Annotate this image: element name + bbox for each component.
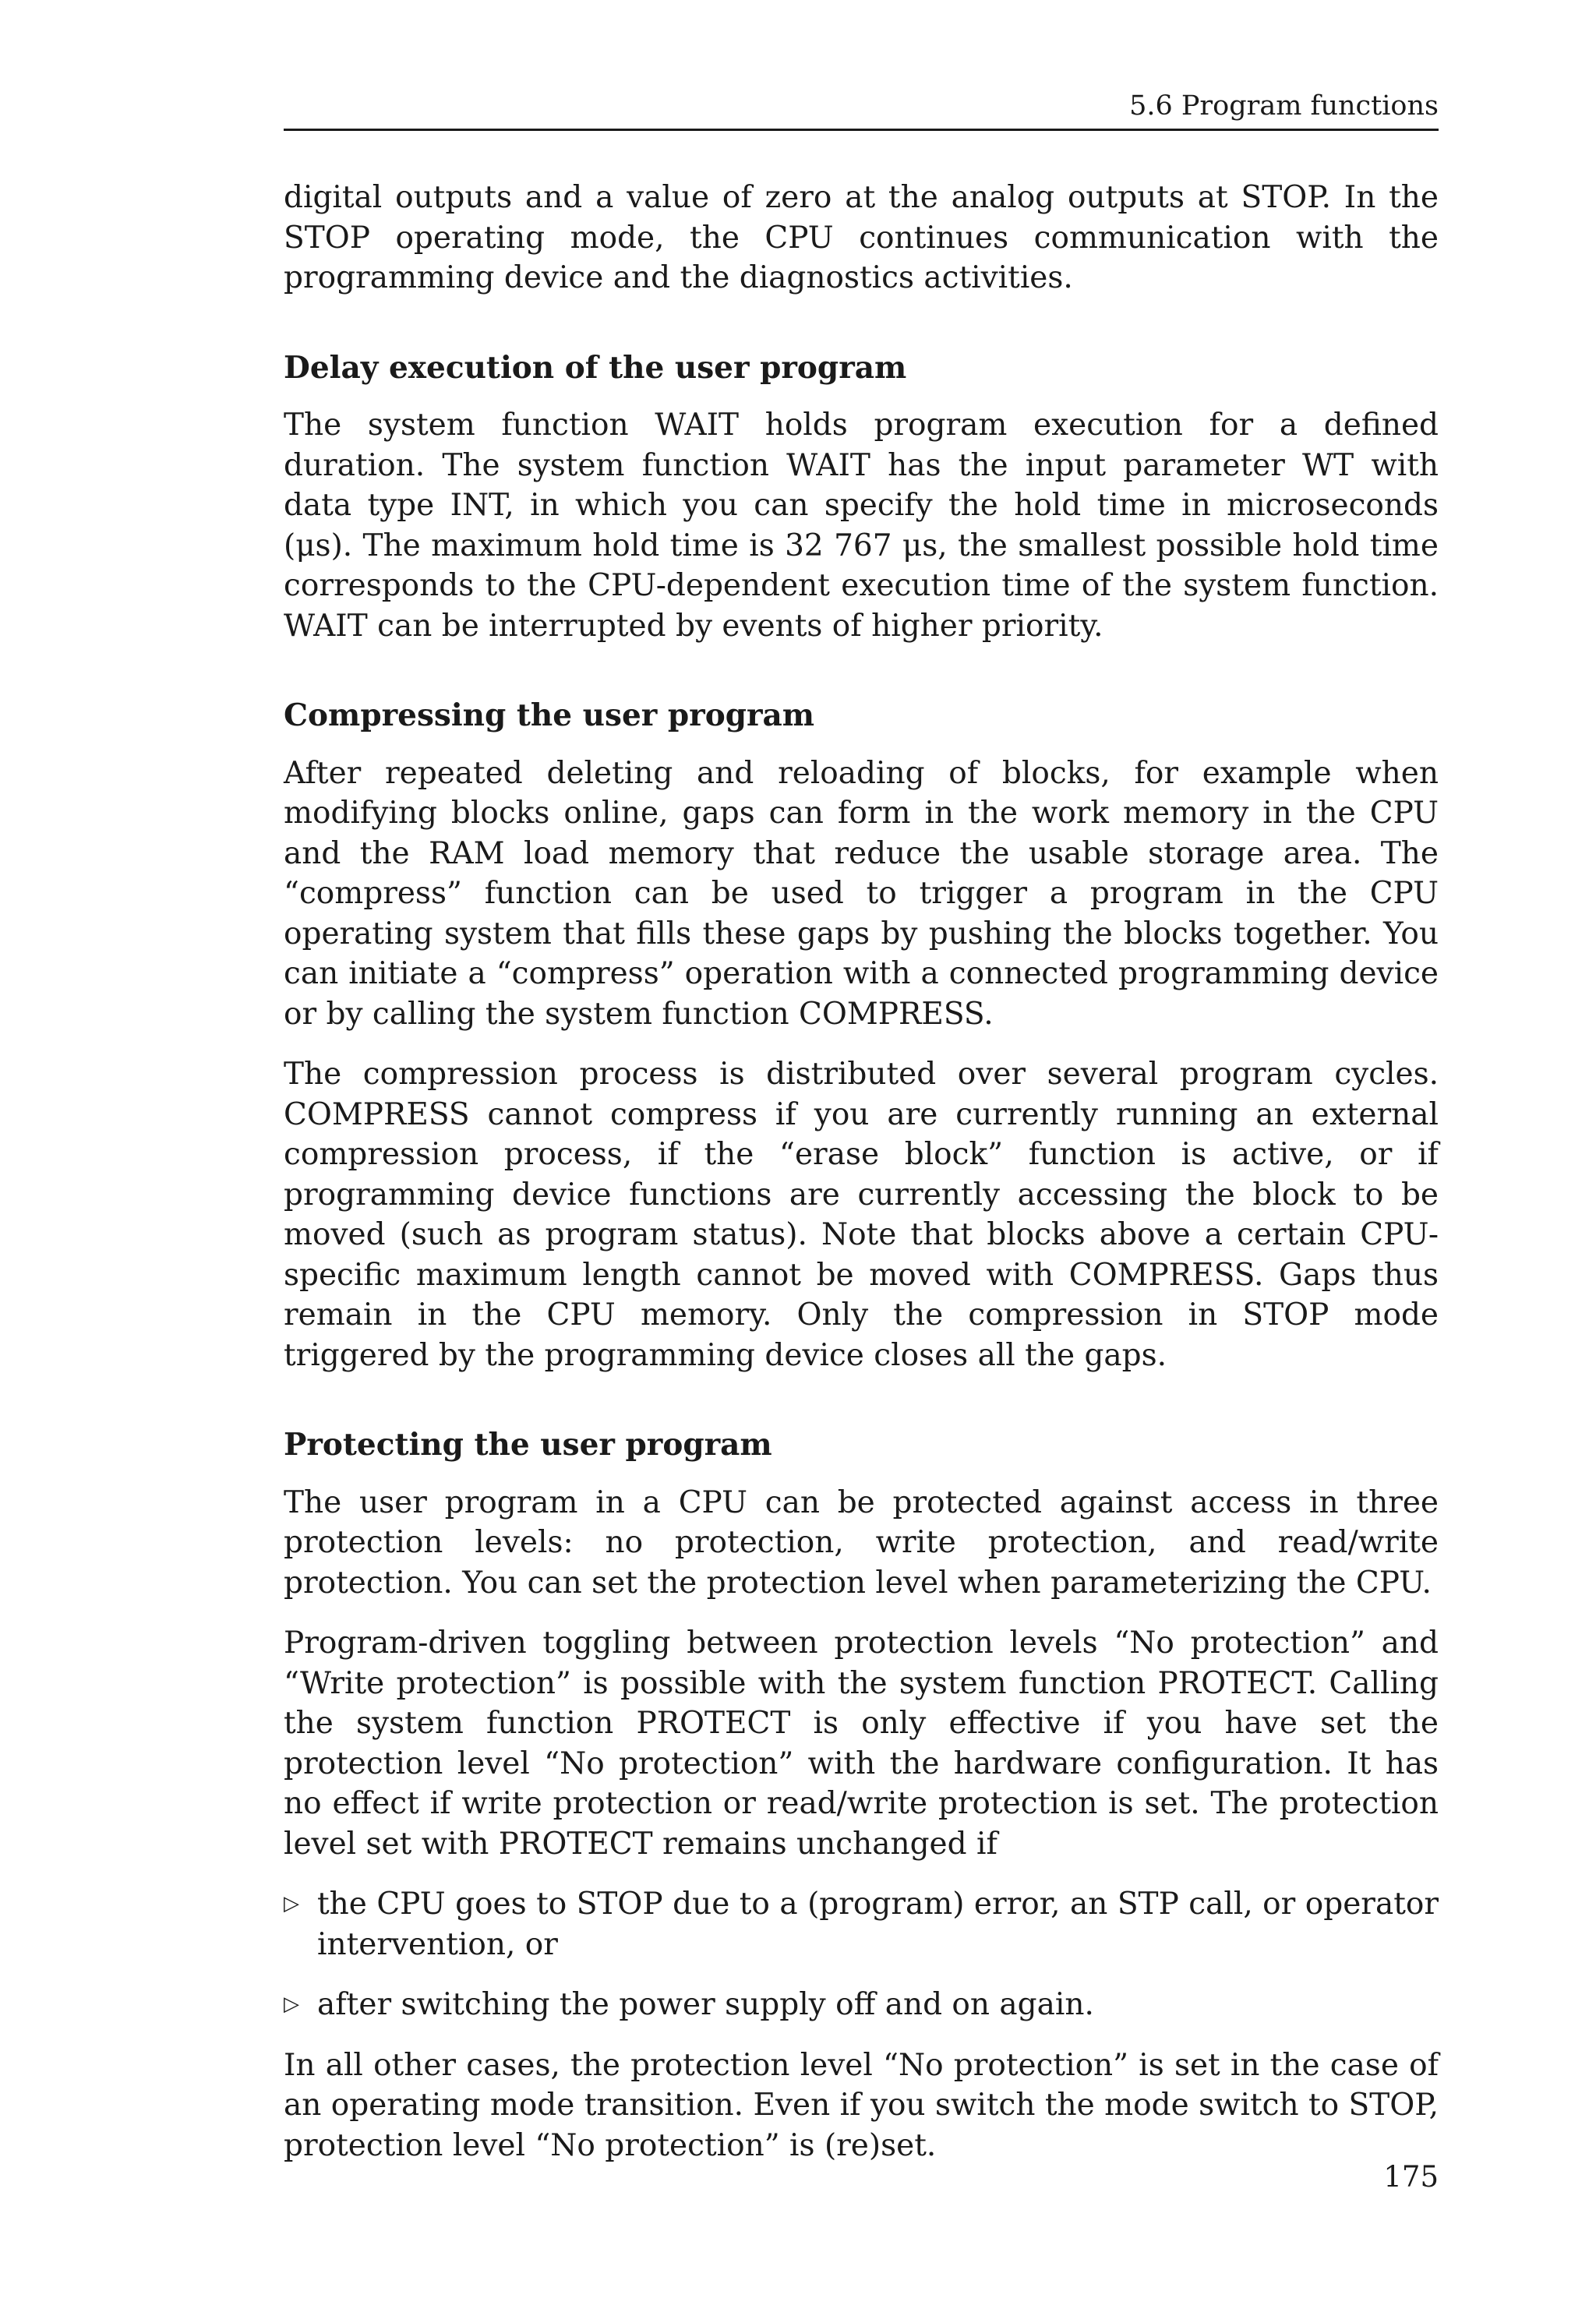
section-heading-compress: Compressing the user program (284, 697, 815, 733)
list-item-text: the CPU goes to STOP due to a (program) error, an STP call, or operator intervention, or (317, 1887, 1439, 1962)
header-rule (284, 129, 1439, 131)
list-item (284, 1985, 1439, 2025)
book-page (284, 0, 1439, 2298)
page-body (284, 178, 1439, 2166)
compress-paragraph-1: After repeated deleting and reloading of blocks, for example when modifying blocks online, gaps can form in the work memory in the CPU and the RAM load memory that reduce the usable storage area. The “compress” function can be used to trigger a program in the CPU operating system that fills these gaps by pushing the blocks together. You can initiate a “compress” operation with a connected programming device or by calling the system function COMPRESS. (284, 755, 1439, 1032)
protect-paragraph-3: In all other cases, the protection level “No protection” is set in the case of an operating mode transition. Even if you switch the mode switch to STOP, protection level “No protection” is (re)set. (284, 2047, 1439, 2163)
page-number: 175 (1383, 2160, 1439, 2194)
bullet-list (284, 1884, 1439, 2025)
intro-paragraph: digital outputs and a value of zero at the analog outputs at STOP. In the STOP operating mode, the CPU continues communication with the programming device and the diagnostics activities. (284, 180, 1439, 295)
list-item (284, 1884, 1439, 1964)
protect-paragraph-2: Program-driven toggling between protection levels “No protection” and “Write protection” is possible with the system function PROTECT. Calling the system function PROTECT is only effective if you have set the protection level “No protection” with the hardware configuration. It has no effect if write protection or read/write protection is set. The protection level set with PROTECT remains unchanged if (284, 1626, 1439, 1862)
section-heading-delay: Delay execution of the user program (284, 349, 907, 386)
triangle-bullet-icon: ▷ (284, 1993, 299, 2016)
triangle-bullet-icon: ▷ (284, 1892, 299, 1915)
list-item-text: after switching the power supply off and on again. (317, 1987, 1094, 2022)
compress-paragraph-2: The compression process is distributed over several program cycles. COMPRESS cannot compress if you are currently running an external compression process, if the “erase block” function is active, or if programming device functions are currently accessing the block to be moved (such as program status). Note that blocks above a certain CPU-specific maximum length cannot be moved with COMPRESS. Gaps thus remain in the CPU memory. Only the compression in STOP mode triggered by the programming device closes all the gaps. (284, 1057, 1439, 1373)
protect-paragraph-1: The user program in a CPU can be protected against access in three protection levels: no protection, write protection, and read/write protection. You can set the protection level when parameterizing the CPU. (284, 1484, 1439, 1601)
section-heading-protect: Protecting the user program (284, 1427, 772, 1463)
running-head: 5.6 Program functions (1129, 90, 1439, 122)
delay-paragraph-1: The system function WAIT holds program execution for a defined duration. The system function WAIT has the input parameter WT with data type INT, in which you can specify the hold time in microseconds (μs). The maximum hold time is 32 767 μs, the smallest possible hold time corresponds to the CPU-dependent execution time of the system function. WAIT can be interrupted by events of higher priority. (284, 408, 1439, 644)
